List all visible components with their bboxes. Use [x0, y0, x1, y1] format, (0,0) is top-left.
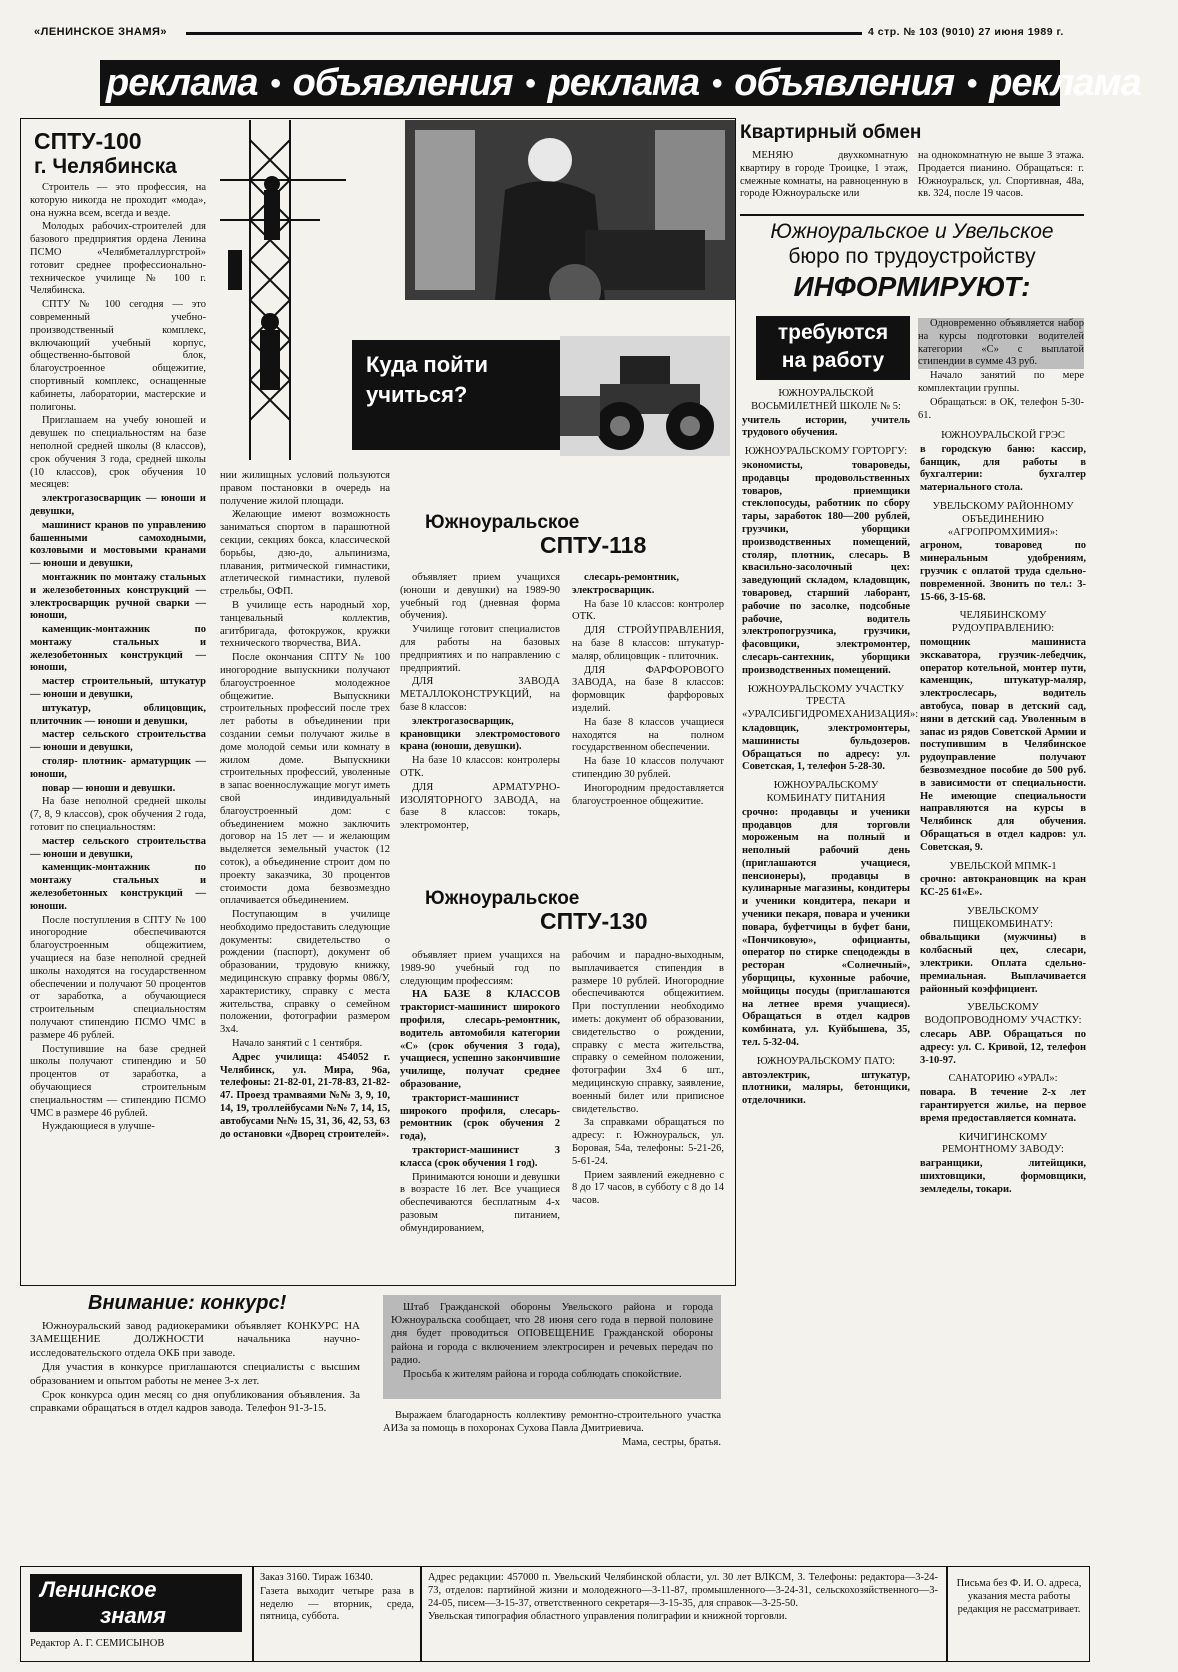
editor: Редактор А. Г. СЕМИСЫНОВ: [30, 1638, 165, 1649]
job-block: [742, 1056, 910, 1108]
paragraph: рабочим и парадно-выходным, выплачивается стипендия в размере 10 рублей. Иногородние обеспечиваются общежитием. При поступлении необходимо иметь: документ об образовании, свидетельство о рождении, справку с места жительства, справку о семейном положении, фотографии 3х4 6 шт., медицинскую справку, заявление, военный билет или приписное свидетельство.: [572, 950, 724, 1115]
printer: Увельская типография областного управления полиграфии и книжной торговли.: [428, 1611, 788, 1623]
paragraph: Принимаются юноши и девушки в возрасте 16 лет. Все учащиеся обеспечиваются бесплатным 4-х разовым питанием, обмундированием,: [400, 1171, 560, 1234]
sptu100-col2: [220, 470, 390, 1142]
order-info: Заказ 3160. Тираж 16340.: [260, 1572, 373, 1583]
sptu100-title: СПТУ-100: [34, 128, 142, 154]
anon-letters-note: [956, 1578, 1082, 1617]
paragraph: Выражаем благодарность коллективу ремонтно-строительного участка АИЗа за помощь в похоронах Сухова Павла Дмитриевича.: [383, 1410, 721, 1434]
paragraph: Начало занятий с 1 сентября.: [232, 1038, 363, 1050]
job-list: обвальщики (мужчины) в колбасный цех, слесари, электрики. Оплата сдельно-премиальная. Выплачивается районный коэффициент.: [920, 932, 1086, 995]
paragraph: ДЛЯ АРМАТУРНО-ИЗОЛЯТОРНОГО ЗАВОДА, на базе 8 классов: токарь, электромонтер,: [400, 781, 560, 832]
paragraph: СПТУ № 100 сегодня — это современный учебно-производственный комплекс, включающий учебный корпус, общественно-бытовой блок, благоустроенное общежитие, спортивный комплекс, оснащенные кабинеты, лаборатории, мастерские и полигоны.: [30, 299, 206, 413]
paragraph: Училище готовит специалистов для работы на базовых предприятиях и по направлению с предприятий.: [400, 624, 560, 674]
divider: [420, 1566, 422, 1662]
paragraph: На базе 10 классов: контролеры ОТК.: [400, 755, 560, 779]
divider: [252, 1566, 254, 1662]
paragraph: НА БАЗЕ 8 КЛАССОВ тракторист-машинист широкого профиля, слесарь-ремонтник, водитель автомобиля категории «С» (срок обучения 3 года), учащиеся, успешно закончившие училище, получат среднее образование,: [400, 989, 560, 1090]
employer: УВЕЛЬСКОМУ РАЙОННОМУ ОБЪЕДИНЕНИЮ «АГРОПРОМХИМИЯ»:: [932, 500, 1074, 538]
footer-address: [428, 1572, 938, 1625]
paragraph: тракторист-машинист широкого профиля, слесарь-ремонтник (срок обучения 2 года),: [400, 1092, 560, 1143]
paragraph: Для участия в конкурсе приглашаются специалисты с высшим образованием и опытом работы не менее 3-х лет.: [30, 1361, 360, 1387]
logo-line2: знамя: [100, 1603, 166, 1628]
job-list: помощник машиниста экскаватора, грузчик-лебедчик, оператор котельной, монтер пути, каменщик, штукатур-маляр, электрослесарь, водитель автобуса, повар в детский сад, няни в детский сад. Уволенным в запас из рядов Советской Армии и поступившим в Челябинское рудоуправление получают безвозмездное пособие до 500 руб. в зависимости от специальности. Не имеющие специальности направляются на курсы в Челябинск для обучения. Обращаться в отдел кадров: ул. Советская, 9.: [920, 636, 1086, 853]
profession-item: монтажник по монтажу стальных и железобетонных конструкций — электросварщик ручной сварки — юноши,: [30, 571, 206, 622]
job-list: учитель истории, учитель трудового обучения.: [742, 414, 910, 439]
bureau-line1: Южноуральское и Увельское: [770, 220, 1054, 243]
job-block: [742, 446, 910, 677]
profession-item: мастер строительный, штукатур — юноши и девушки,: [30, 676, 206, 701]
paragraph: на однокомнатную не выше 3 этажа. Продается пианино. Обращаться: г. Южноуральск, ул. Спортивная, 48а, кв. 324, после 19 часов.: [918, 150, 1084, 200]
issue-info: 4 стр. № 103 (9010) 27 июня 1989 г.: [868, 26, 1064, 38]
paragraph: После окончания СПТУ № 100 иногородние выпускники получают благоустроенное молодежное общежитие. Выпускники строительных профессий после трех лет работы в объединении при создании семьи получают жилье в доме молодой семьи или комнату в жилом доме. Выпускники строительных профессий, уволенные в запас военнослужащие могут иметь свой индивидуальный благоустроенный дом: с объединением можно заключить договор на 15 лет — и желающим выделяется земельный участок (12 соток), а объединение строит дом по проекту заказчика, 30 процентов стоимости дома безвозмездно оплачивается объединением.: [220, 652, 390, 907]
sptu130-col2: [572, 950, 724, 1209]
jobs-left-col: [742, 388, 919, 1109]
required-line2: на работу: [781, 349, 885, 372]
profession-item: мастер сельского строительства — юноши и девушки,: [30, 729, 206, 754]
paragraph: тракторист-машинист 3 класса (срок обучения 1 год).: [400, 1144, 560, 1169]
paragraph: слесарь-ремонтник, электросварщик.: [572, 572, 680, 596]
crane-operator-photo: [405, 120, 735, 300]
band-word: объявления: [734, 61, 955, 104]
profession-item: каменщик-монтажник по монтажу стальных и железобетонных конструкций — юноши.: [30, 862, 206, 912]
paragraph: Приглашаем на учебу юношей и девушек по специальностям на базе неполной средней школы (8 классов), срок обучения 3 года, средней школы (10 классов), срок обучения 10 месяцев:: [30, 415, 206, 491]
sptu130-title-top: Южноуральское: [425, 888, 580, 909]
job-block: [920, 430, 1086, 495]
paragraph: Штаб Гражданской обороны Увельского района и города Южноуральска сообщает, что 28 июня сего года в первой половине дня будет проводиться ОПОВЕЩЕНИЕ Гражданской обороны района и города с включением электросирен и речевых передач по радио.: [391, 1301, 713, 1366]
footer-print-info: [260, 1572, 414, 1625]
sptu100-subtitle: г. Челябинска: [34, 155, 177, 178]
bureau-line3: ИНФОРМИРУЮТ:: [793, 271, 1031, 302]
job-block: [742, 388, 910, 440]
profession-item: каменщик-монтажник по монтажу стальных и железобетонных конструкций — юноши,: [30, 624, 206, 674]
job-block: [920, 610, 1086, 854]
employer: ЮЖНОУРАЛЬСКОЙ ВОСЬМИЛЕТНЕЙ ШКОЛЕ № 5:: [751, 388, 901, 412]
paragraph: Начало занятий по мере комплектации группы.: [918, 370, 1084, 394]
divider: [946, 1566, 948, 1662]
schedule: Газета выходит четыре раза в неделю — вторник, среда, пятница, суббота.: [260, 1585, 414, 1623]
paragraph: На базе 8 классов учащиеся находятся на полном государственном обеспечении.: [572, 716, 724, 754]
profession-item: электрогазосварщик — юноши и девушки,: [30, 493, 206, 517]
job-block: [920, 501, 1086, 604]
footer-logo: [30, 1574, 242, 1632]
sptu118-title: СПТУ-118: [540, 532, 647, 558]
contest-title: Внимание: конкурс!: [88, 1292, 287, 1314]
paragraph: Молодых рабочих-строителей для базового предприятия ордена Ленина ПСМО «Челябметаллургстрой» готовит среднее профессионально-техническое училище № 100 г. Челябинска.: [30, 221, 206, 297]
job-list: агроном, товаровед по минеральным удобрениям, грузчик с оплатой труда сдельно-повременной. Звонить по тел.: 3-15-66, 3-15-68.: [920, 540, 1086, 603]
job-block: [920, 1002, 1086, 1067]
paper-name: «ЛЕНИНСКОЕ ЗНАМЯ»: [34, 26, 168, 38]
paragraph: Просьба к жителям района и города соблюдать спокойствие.: [403, 1367, 682, 1380]
sptu130-col1: [400, 950, 560, 1237]
paragraph: После поступления в СПТУ № 100 иногородние обеспечиваются благоустроенным общежитием, учащиеся на базе неполной средней школы находятся на государственном обеспечении и получают 50 процентов от заработка, а обучающиеся строительным специальностям получают стипендию ПСМО ЧМС в размере 46 рублей.: [30, 914, 206, 1041]
exchange-text-a: [740, 150, 908, 202]
bureau-line2: бюро по трудоустройству: [788, 245, 1036, 268]
paragraph: Строитель — это профессия, на которую никогда не проходит «мода», она нужна всем, всегда и везде.: [30, 182, 206, 219]
sptu100-col1: [30, 182, 206, 1135]
job-list: повара. В течение 2-х лет гарантируется жилье, на первое время предоставляется комната.: [920, 1087, 1086, 1124]
profession-item: мастер сельского строительства — юноши и девушки,: [30, 835, 206, 860]
paragraph: Срок конкурса один месяц со дня опубликования объявления. За справками обращаться в отдел кадров завода. Телефон 91-3-15.: [30, 1389, 360, 1415]
paragraph: ДЛЯ ЗАВОДА МЕТАЛЛОКОНСТРУКЦИЙ, на базе 8 классов:: [400, 676, 560, 713]
logo-line1: Ленинское: [40, 1577, 157, 1602]
paragraph: Поступившие на базе средней школы получают стипендию и 50 процентов от заработка, а обучающиеся строительным специальностям — стипендию ПСМО ЧМС в размере 46 рублей.: [30, 1043, 206, 1119]
job-list: автоэлектрик, штукатур, плотники, маляры, бетонщики, отделочники.: [742, 1069, 910, 1107]
masthead-rule: [186, 32, 862, 35]
job-list: слесарь АВР. Обращаться по адресу: ул. С. Кривой, 12, телефон 3-10-97.: [920, 1029, 1086, 1066]
job-block: [920, 1132, 1086, 1197]
job-list: экономисты, товароведы, продавцы продовольственных товаров, приемщики стеклопосуды, работник по сбору тары, заработок 180—200 рублей, грузчики, уборщики производственных помещений, столяр, плотник, слесарь. В квасильно-засолочный цех: заведующий складом, кладовщик, товаровед, старший лаборант, рабочие по засолке, подсобные рабочие, водитель электропогрузчика, грузчики, фасовщики, электромонтер, слесарь-сантехник, уборщики производственных помещений.: [742, 459, 910, 676]
band-word: реклама: [989, 61, 1141, 104]
exchange-text-b: [918, 150, 1084, 202]
driver-courses: [918, 318, 1084, 423]
paragraph: Письма без Ф. И. О. адреса, указания места работы редакция не рассматривает.: [956, 1578, 1082, 1615]
paragraph: ДЛЯ ФАРФОРОВОГО ЗАВОДА, на базе 8 классов: формовщик фарфоровых изделий.: [572, 664, 724, 714]
contest-body: [30, 1320, 360, 1417]
ad-band: реклама ● объявления ● реклама ● объявления ● реклама: [100, 60, 1060, 106]
paragraph: МЕНЯЮ двухкомнатную квартиру в городе Троицке, 1 этаж, смежные комнаты, на равноценную в городе Южноуральске или: [740, 150, 908, 200]
tower-illustration: [220, 120, 346, 460]
paragraph: Желающие имеют возможность заниматься спортом в парашютной секции, секциях бокса, классической борьбы, дзю-до, альпинизма, плавания, ритмической гимнастики, атлетической гимнастики, пулевой стрельбы, ОФП.: [220, 509, 390, 598]
band-word: объявления: [292, 61, 513, 104]
exchange-title: Квартирный обмен: [740, 122, 922, 143]
employer: УВЕЛЬСКОМУ ВОДОПРОВОДНОМУ УЧАСТКУ:: [924, 1002, 1082, 1027]
job-list: срочно: автокрановщик на кран КС-25 61«Е».: [920, 874, 1086, 899]
profession-item: столяр- плотник- арматурщик — юноши,: [30, 756, 206, 780]
sptu118-col1: [400, 572, 560, 834]
tractor-photo: [560, 336, 730, 456]
divider: [740, 214, 1084, 216]
tractor-icon: [560, 336, 730, 456]
employer: УВЕЛЬСКОЙ МПМК-1: [949, 860, 1057, 872]
job-block: [742, 683, 919, 775]
job-list: срочно: продавцы и ученики продавцов для торговли мороженым на полный и неполный рабочий день (приглашаются учащиеся, пенсионеры), продавцы в кулинарные магазины, кондитеры и ученики кондитера, пекари и ученики пекаря, повара и ученики повара, буфетчицы в буфет бани, «Пончиковую», официанты, оператор по стирке спецодежды в ресторан «Солнечный», уборщицы, кухонные рабочие, мойщицы посуды (приглашаются на летнее время учащиеся). Обращаться в отдел кадров комбината, ул. Куйбышева, 35, тел. 5-32-04.: [742, 806, 910, 1049]
employer: ЮЖНОУРАЛЬСКОМУ ПАТО:: [756, 1055, 896, 1067]
job-block: [920, 906, 1086, 997]
job-block: [742, 780, 910, 1050]
sptu130-title: СПТУ-130: [540, 908, 648, 934]
sptu118-col2: [572, 572, 724, 809]
paragraph: За справками обращаться по адресу: г. Южноуральск, ул. Боровая, 54а, телефоны: 5-21-26, 5-61-24.: [572, 1117, 724, 1167]
employer: ЮЖНОУРАЛЬСКОЙ ГРЭС: [941, 430, 1065, 441]
civil-defense-notice: [383, 1295, 721, 1399]
employer: ЮЖНОУРАЛЬСКОМУ ГОРТОРГУ:: [744, 446, 908, 458]
paragraph: Нуждающиеся в улучше-: [42, 1121, 155, 1133]
employer: ЧЕЛЯБИНСКОМУ РУДОУПРАВЛЕНИЮ:: [951, 610, 1055, 635]
paragraph: Прием заявлений ежедневно с 8 до 17 часов, в субботу с 8 до 14 часов.: [572, 1169, 724, 1207]
sptu118-title-top: Южноуральское: [425, 512, 580, 533]
paragraph: Обращаться: в ОК, телефон 5-30-61.: [918, 396, 1084, 421]
paragraph: Поступающим в училище необходимо предоставить следующие документы: свидетельство о рождении (паспорт), документ об образовании, трудовую книжку, медицинскую справку формы 086/У, характеристику, справку с места жительства, справку о семейном положении, фотографии размером 3х4.: [220, 909, 390, 1036]
signature: Мама, сестры, братья.: [622, 1436, 721, 1448]
paragraph: объявляет прием учащихся (юноши и девушки) на 1989-90 учебный год (дневная форма обучения).: [400, 572, 560, 622]
paragraph: Южноуральский завод радиокерамики объявляет КОНКУРС НА ЗАМЕЩЕНИЕ ДОЛЖНОСТИ начальника научно-исследовательского отдела ОКБ при заводе.: [30, 1320, 360, 1359]
required-line1: требуются: [777, 321, 889, 344]
employer: ЮЖНОУРАЛЬСКОМУ КОМБИНАТУ ПИТАНИЯ: [766, 780, 886, 804]
job-block: [920, 861, 1086, 900]
band-word: реклама: [106, 61, 258, 104]
paragraph: электрогазосварщик, крановщики электромостового крана (юноши, девушки).: [400, 715, 560, 753]
jobs-right-col: [920, 430, 1086, 1198]
editorial-address: Адрес редакции: 457000 п. Увельский Челябинской области, ул. 30 лет ВЛКСМ, 3. Телефоны: редактора—3-24-73, отделов: партийной жизни и молодежного—3-11-87, промышленного—3-24-31, сельскохозяйственного—3-24-05, писем—3-15-37, ответственного секретаря—3-15-35, для справок—3-25-50.: [428, 1572, 938, 1609]
employer: САНАТОРИЮ «УРАЛ»:: [948, 1073, 1058, 1085]
employer: КИЧИГИНСКОМУ РЕМОНТНОМУ ЗАВОДУ:: [942, 1131, 1064, 1156]
paragraph: В училище есть народный хор, танцевальный коллектив, агитбригада, фотокружок, кружки технического творчества, ВИА.: [220, 599, 390, 650]
tower-drawing-icon: [220, 120, 346, 460]
profession-item: повар — юноши и девушки.: [42, 782, 176, 794]
paragraph: ДЛЯ СТРОЙУПРАВЛЕНИЯ, на базе 8 классов: штукатур-маляр, облицовщик - плиточник.: [572, 625, 724, 662]
band-word: реклама: [547, 61, 700, 104]
paragraph: объявляет прием учащихся на 1989-90 учебный год по следующим профессиям:: [400, 950, 560, 987]
paragraph: На базе 10 классов: контролер ОТК.: [572, 598, 724, 623]
employer: УВЕЛЬСКОМУ ПИЩЕКОМБИНАТУ:: [952, 905, 1054, 930]
crane-operator-icon: [405, 120, 735, 300]
callout-text: Куда пойти учиться?: [366, 352, 488, 407]
paragraph: нии жилищных условий пользуются правом постановки в очередь на получение жилой площади.: [220, 470, 390, 507]
job-list: кладовщик, электромонтеры, машинисты бульдозеров. Обращаться по адресу: ул. Советская, 1, телефон 5-28-30.: [742, 722, 910, 773]
paragraph: Иногородним предоставляется благоустроенное общежитие.: [572, 782, 724, 807]
job-list: в городскую баню: кассир, банщик, для работы в бухгалтерии: бухгалтер материального стола.: [920, 443, 1086, 494]
profession-item: штукатур, облицовщик, плиточник — юноши и девушки,: [30, 702, 206, 727]
job-list: вагранщики, литейщики, шихтовщики, формовщики, земледелы, токари.: [920, 1158, 1086, 1195]
employer: ЮЖНОУРАЛЬСКОМУ УЧАСТКУ ТРЕСТА «УРАЛСИБГИДРОМЕХАНИЗАЦИЯ»:: [742, 683, 919, 721]
school-address: Адрес училища: 454052 г. Челябинск, ул. Мира, 96а, телефоны: 21-82-01, 21-78-83, 21-82-47. Проезд трамваями №№ 3, 9, 10, 14, 19, троллейбусами №№ 7, 14, 15, автобусами №№ 15, 31, 36, 42, 53, 63 до остановки «Дворец строителей».: [220, 1051, 390, 1140]
paragraph: На базе 10 классов получают стипендию 30 рублей.: [572, 756, 724, 780]
gratitude-notice: [383, 1410, 721, 1450]
job-block: [920, 1073, 1086, 1125]
paragraph: Одновременно объявляется набор на курсы подготовки водителей категории «С» с выплатой стипендии в сумме 43 руб.: [918, 318, 1084, 368]
callout-box: [352, 340, 560, 450]
paragraph: На базе неполной средней школы (7, 8, 9 классов), срок обучения 2 года, готовит по специальностям:: [30, 796, 206, 834]
profession-item: машинист кранов по управлению башенными самоходными, козловыми и мостовыми кранами — юноши и девушки,: [30, 519, 206, 570]
required-banner: [756, 316, 910, 380]
